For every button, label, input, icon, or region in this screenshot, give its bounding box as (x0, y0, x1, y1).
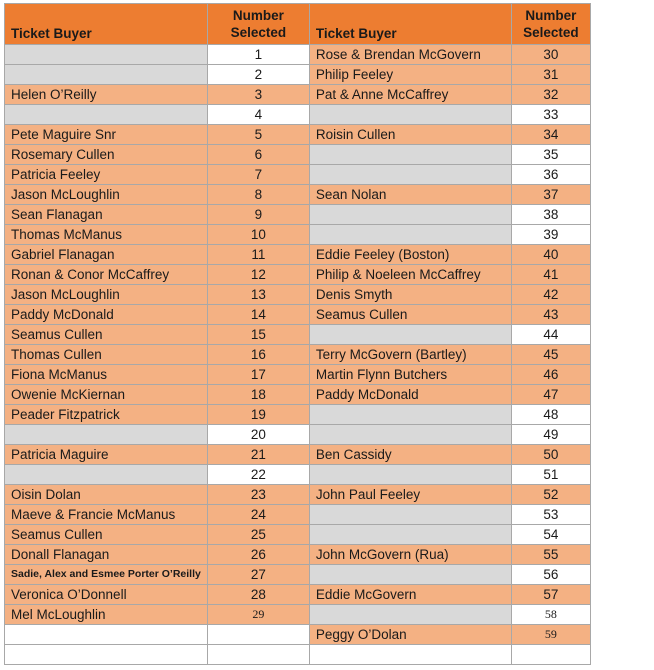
buyer-cell-left: Seamus Cullen (5, 525, 208, 545)
buyer-cell-left (5, 65, 208, 85)
number-cell-left: 7 (207, 165, 309, 185)
buyer-cell-left: Gabriel Flanagan (5, 245, 208, 265)
header-number-right-line1: Number (525, 8, 577, 23)
buyer-cell-left: Donall Flanagan (5, 545, 208, 565)
number-cell-right: 43 (511, 305, 590, 325)
buyer-cell-right (309, 505, 511, 525)
number-cell-left: 27 (207, 565, 309, 585)
number-cell-right: 54 (511, 525, 590, 545)
number-cell-left: 21 (207, 445, 309, 465)
table-row (5, 105, 591, 125)
header-number-selected-left (207, 4, 309, 45)
number-cell-left: 2 (207, 65, 309, 85)
number-cell-left: 8 (207, 185, 309, 205)
buyer-cell-right (309, 465, 511, 485)
table-row (5, 425, 591, 445)
table-row (5, 145, 591, 165)
buyer-cell-right: Philip Feeley (309, 65, 511, 85)
table-row (5, 305, 591, 325)
table-row (5, 565, 591, 585)
number-cell-right: 38 (511, 205, 590, 225)
buyer-cell-left: Oisin Dolan (5, 485, 208, 505)
buyer-cell-left: Peader Fitzpatrick (5, 405, 208, 425)
buyer-cell-right: Roisin Cullen (309, 125, 511, 145)
header-number-selected-right (511, 4, 590, 45)
table-row (5, 525, 591, 545)
table-row (5, 605, 591, 625)
number-cell-right: 32 (511, 85, 590, 105)
number-cell-left: 11 (207, 245, 309, 265)
number-cell-left: 6 (207, 145, 309, 165)
buyer-cell-left (5, 625, 208, 645)
buyer-cell-right: Denis Smyth (309, 285, 511, 305)
table-row (5, 125, 591, 145)
number-cell-left: 19 (207, 405, 309, 425)
table-row (5, 185, 591, 205)
ticket-table (4, 3, 591, 665)
number-cell-left: 13 (207, 285, 309, 305)
number-cell-right: 41 (511, 265, 590, 285)
buyer-cell-left: Patricia Maguire (5, 445, 208, 465)
buyer-cell-right (309, 205, 511, 225)
header-number-right-line2: Selected (523, 25, 579, 40)
buyer-cell-left: Maeve & Francie McManus (5, 505, 208, 525)
header-ticket-buyer-right: Ticket Buyer (309, 4, 511, 45)
number-cell-right: 31 (511, 65, 590, 85)
buyer-cell-right: Terry McGovern (Bartley) (309, 345, 511, 365)
table-row (5, 205, 591, 225)
buyer-cell-right: Eddie McGovern (309, 585, 511, 605)
number-cell-left: 15 (207, 325, 309, 345)
buyer-cell-right (309, 525, 511, 545)
number-cell-right: 55 (511, 545, 590, 565)
header-ticket-buyer-left: Ticket Buyer (5, 4, 208, 45)
number-cell-right: 49 (511, 425, 590, 445)
table-row (5, 345, 591, 365)
buyer-cell-left: Pete Maguire Snr (5, 125, 208, 145)
table-row (5, 165, 591, 185)
table-row (5, 485, 591, 505)
number-cell-left: 22 (207, 465, 309, 485)
table-row (5, 645, 591, 665)
number-cell-right: 44 (511, 325, 590, 345)
number-cell-right: 45 (511, 345, 590, 365)
number-cell-left: 5 (207, 125, 309, 145)
number-cell-right: 42 (511, 285, 590, 305)
header-number-left-line1: Number (232, 8, 284, 23)
number-cell-left: 4 (207, 105, 309, 125)
buyer-cell-left (5, 645, 208, 665)
header-row (5, 4, 591, 45)
buyer-cell-right: Rose & Brendan McGovern (309, 45, 511, 65)
number-cell-right: 59 (511, 625, 590, 645)
number-cell-left: 23 (207, 485, 309, 505)
number-cell-left: 20 (207, 425, 309, 445)
table-row (5, 265, 591, 285)
buyer-cell-right (309, 645, 511, 665)
number-cell-right: 50 (511, 445, 590, 465)
buyer-cell-left (5, 465, 208, 485)
table-row (5, 65, 591, 85)
table-row (5, 545, 591, 565)
number-cell-right (511, 645, 590, 665)
table-row (5, 625, 591, 645)
buyer-cell-right: Ben Cassidy (309, 445, 511, 465)
buyer-cell-left (5, 45, 208, 65)
number-cell-right: 35 (511, 145, 590, 165)
header-number-left-line2: Selected (230, 25, 287, 40)
buyer-cell-right: Pat & Anne McCaffrey (309, 85, 511, 105)
number-cell-left: 14 (207, 305, 309, 325)
number-cell-left: 26 (207, 545, 309, 565)
buyer-cell-right (309, 145, 511, 165)
buyer-cell-left: Thomas McManus (5, 225, 208, 245)
number-cell-right: 34 (511, 125, 590, 145)
buyer-cell-right: John McGovern (Rua) (309, 545, 511, 565)
buyer-cell-right: Eddie Feeley (Boston) (309, 245, 511, 265)
buyer-cell-left: Fiona McManus (5, 365, 208, 385)
number-cell-left: 29 (207, 605, 309, 625)
buyer-cell-right (309, 565, 511, 585)
number-cell-right: 46 (511, 365, 590, 385)
table-row (5, 505, 591, 525)
buyer-cell-right (309, 405, 511, 425)
table-row (5, 585, 591, 605)
buyer-cell-left: Paddy McDonald (5, 305, 208, 325)
number-cell-left: 18 (207, 385, 309, 405)
buyer-cell-right: Martin Flynn Butchers (309, 365, 511, 385)
number-cell-right: 56 (511, 565, 590, 585)
number-cell-right: 57 (511, 585, 590, 605)
number-cell-left: 25 (207, 525, 309, 545)
ticket-sheet (4, 3, 591, 665)
buyer-cell-left: Veronica O’Donnell (5, 585, 208, 605)
buyer-cell-left: Jason McLoughlin (5, 285, 208, 305)
buyer-cell-left: Seamus Cullen (5, 325, 208, 345)
buyer-cell-right: Peggy O’Dolan (309, 625, 511, 645)
buyer-cell-right: Paddy McDonald (309, 385, 511, 405)
number-cell-left (207, 625, 309, 645)
buyer-cell-right: Sean Nolan (309, 185, 511, 205)
buyer-cell-right: Philip & Noeleen McCaffrey (309, 265, 511, 285)
number-cell-right: 51 (511, 465, 590, 485)
buyer-cell-left: Jason McLoughlin (5, 185, 208, 205)
table-row (5, 85, 591, 105)
table-row (5, 465, 591, 485)
number-cell-left: 24 (207, 505, 309, 525)
number-cell-right: 58 (511, 605, 590, 625)
buyer-cell-left: Rosemary Cullen (5, 145, 208, 165)
table-row (5, 365, 591, 385)
number-cell-right: 33 (511, 105, 590, 125)
number-cell-right: 47 (511, 385, 590, 405)
table-row (5, 225, 591, 245)
number-cell-right: 40 (511, 245, 590, 265)
buyer-cell-left: Sean Flanagan (5, 205, 208, 225)
buyer-cell-left (5, 425, 208, 445)
table-row (5, 405, 591, 425)
number-cell-left: 9 (207, 205, 309, 225)
buyer-cell-right (309, 605, 511, 625)
buyer-cell-right (309, 105, 511, 125)
table-row (5, 445, 591, 465)
ticket-rows (5, 45, 591, 665)
number-cell-right: 52 (511, 485, 590, 505)
number-cell-right: 48 (511, 405, 590, 425)
number-cell-right: 39 (511, 225, 590, 245)
table-row (5, 325, 591, 345)
buyer-cell-right (309, 165, 511, 185)
table-row (5, 45, 591, 65)
buyer-cell-right (309, 425, 511, 445)
buyer-cell-left: Ronan & Conor McCaffrey (5, 265, 208, 285)
number-cell-left: 3 (207, 85, 309, 105)
number-cell-right: 53 (511, 505, 590, 525)
number-cell-left: 10 (207, 225, 309, 245)
number-cell-left: 12 (207, 265, 309, 285)
table-row (5, 385, 591, 405)
number-cell-left: 28 (207, 585, 309, 605)
number-cell-left: 1 (207, 45, 309, 65)
buyer-cell-left: Helen O’Reilly (5, 85, 208, 105)
number-cell-left (207, 645, 309, 665)
number-cell-left: 17 (207, 365, 309, 385)
buyer-cell-left (5, 105, 208, 125)
buyer-cell-left: Mel McLoughlin (5, 605, 208, 625)
buyer-cell-right: Seamus Cullen (309, 305, 511, 325)
number-cell-right: 36 (511, 165, 590, 185)
table-row (5, 285, 591, 305)
buyer-cell-left: Thomas Cullen (5, 345, 208, 365)
buyer-cell-right (309, 325, 511, 345)
number-cell-right: 37 (511, 185, 590, 205)
buyer-cell-right (309, 225, 511, 245)
number-cell-left: 16 (207, 345, 309, 365)
buyer-cell-left: Patricia Feeley (5, 165, 208, 185)
buyer-cell-left: Owenie McKiernan (5, 385, 208, 405)
number-cell-right: 30 (511, 45, 590, 65)
buyer-cell-right: John Paul Feeley (309, 485, 511, 505)
table-row (5, 245, 591, 265)
buyer-cell-left: Sadie, Alex and Esmee Porter O’Reilly (5, 565, 208, 585)
